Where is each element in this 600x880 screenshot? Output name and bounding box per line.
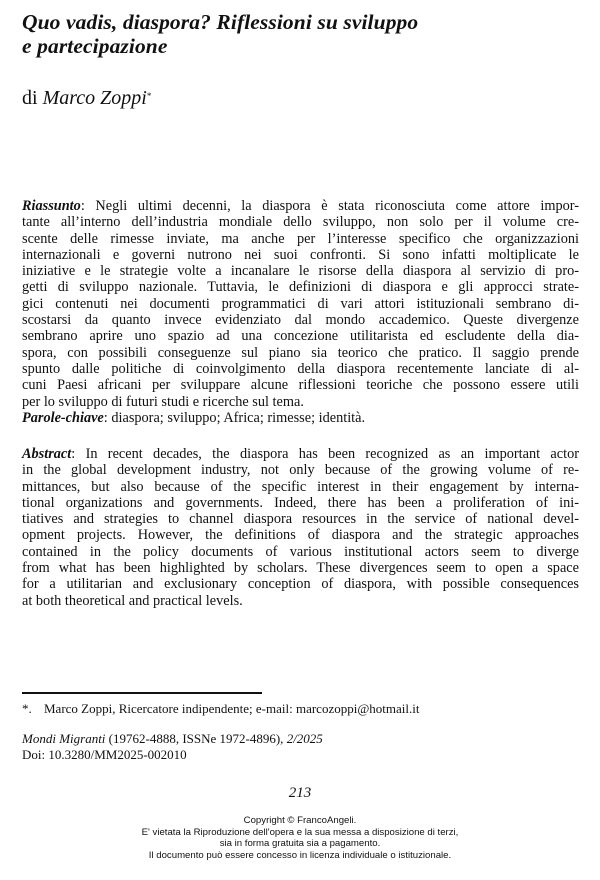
abstract-line: at both theoretical and practical levels.: [22, 592, 243, 609]
riassunto-section: [22, 198, 579, 426]
abstract-line: mittances, but also because of the specific interest in their engagement by interna-: [22, 478, 579, 495]
riassunto-line: getti di sviluppo nazionale. Tuttavia, le definizioni di diaspora e gli approcci strate-: [22, 279, 579, 296]
abstract-line: contained in the policy documents of various institutional actors seem to diverge: [22, 543, 579, 560]
byline-prefix: di: [22, 87, 38, 109]
article-title-line-2: e partecipazione: [22, 34, 168, 58]
abstract-line: tional organizations and governments. Indeed, there has been a proliferation of ini-: [22, 494, 579, 511]
riassunto-line: scente delle rimesse inviate, ma anche per l’interesse specifico che organizzazioni: [22, 230, 579, 247]
abstract-line: tiatives and strategies to channel diaspora resources in the service of national devel-: [22, 511, 579, 528]
abstract-label: Abstract: [22, 446, 72, 462]
article-title-line-1: Quo vadis, diaspora? Riflessioni su sviluppo: [22, 10, 419, 34]
abstract-section: [22, 446, 579, 609]
journal-issn: (19762-4888, ISSNe 1972-4896),: [105, 731, 287, 746]
abstract-line: opment projects. However, the definitions of diaspora and the strategic approaches: [22, 527, 579, 544]
journal-issue: 2/2025: [286, 731, 323, 746]
riassunto-line: per lo sviluppo di futuri studi e ricerche sul tema.: [22, 393, 304, 410]
article-title: [22, 10, 582, 58]
author-footnote: [22, 701, 419, 717]
footnote-divider: [22, 692, 262, 694]
footnote-marker: *.: [22, 701, 32, 716]
label-separator: :: [80, 198, 85, 214]
abstract-text: In recent decades, the diaspora has been recognized as an important actor: [75, 446, 579, 462]
author-byline: [22, 86, 151, 110]
label-separator: :: [103, 409, 108, 426]
riassunto-line: spora, con possibili conseguenze sul piano sia teorico che pratico. Il saggio prende: [22, 344, 579, 361]
keywords-label: Parole-chiave: [22, 409, 104, 426]
page-number: 213: [288, 785, 312, 801]
riassunto-line: tante all’interno dell’industria mondiale dello sviluppo, non solo per il volume cre-: [22, 214, 579, 231]
copyright-line: E' vietata la Riproduzione dell'opera e la sua messa a disposizione di terzi,: [141, 826, 459, 838]
copyright-notice: [0, 815, 600, 862]
riassunto-text: Negli ultimi decenni, la diaspora è stata riconosciuta come attore impor-: [84, 198, 579, 214]
abstract-line: [22, 446, 579, 462]
label-separator: :: [71, 446, 76, 462]
riassunto-line: spunto dalle politiche di coinvolgimento della diaspora recentemente lanciate di al-: [22, 360, 579, 377]
journal-name: Mondi Migranti: [22, 731, 106, 746]
abstract-line: in the global development industry, not only because of the growing volume of re-: [22, 462, 579, 479]
riassunto-line: iniziative e le strategie volte a incanalare le risorse della diaspora al servizio di pro-: [22, 263, 579, 280]
author-name: Marco Zoppi: [42, 87, 147, 109]
keywords-line: [22, 410, 579, 426]
riassunto-line: cuni Paesi africani per sviluppare alcune riflessioni teoriche che possono essere utili: [22, 377, 579, 394]
doi-line[interactable]: Doi: 10.3280/MM2025-002010: [22, 747, 187, 762]
riassunto-line: internazionali e governi nutrono nei suoi confronti. Si sono infatti moltiplicate le: [22, 246, 579, 263]
riassunto-line: [22, 198, 579, 214]
copyright-line: Il documento può essere concesso in licenza individuale o istituzionale.: [148, 850, 452, 862]
riassunto-line: gici contenuti nei documenti programmatici di vari attori istituzionali sembrano di-: [22, 295, 579, 312]
copyright-line: Copyright © FrancoAngeli.: [243, 815, 357, 826]
copyright-line: sia in forma gratuita sia a pagamento.: [219, 838, 381, 850]
riassunto-line: sembrano aprire uno spazio ad una concezione utilitarista ed escludente della dia-: [22, 328, 579, 345]
author-footnote-mark[interactable]: *: [146, 91, 152, 101]
abstract-line: for a utilitarian and exclusionary conception of diaspora, with possible consequences: [22, 576, 579, 593]
abstract-line: from what has been highlighted by scholars. These divergences seem to open a space: [22, 560, 579, 577]
keywords-text: diaspora; sviluppo; Africa; rimesse; identità.: [107, 409, 366, 426]
footnote-text: Marco Zoppi, Ricercatore indipendente; e-mail: marcozoppi@hotmail.it: [44, 701, 420, 716]
riassunto-label: Riassunto: [22, 198, 81, 214]
riassunto-line: scostarsi da quanto invece evidenziato dal mondo accademico. Queste divergenze: [22, 312, 579, 329]
journal-citation: [22, 731, 323, 747]
